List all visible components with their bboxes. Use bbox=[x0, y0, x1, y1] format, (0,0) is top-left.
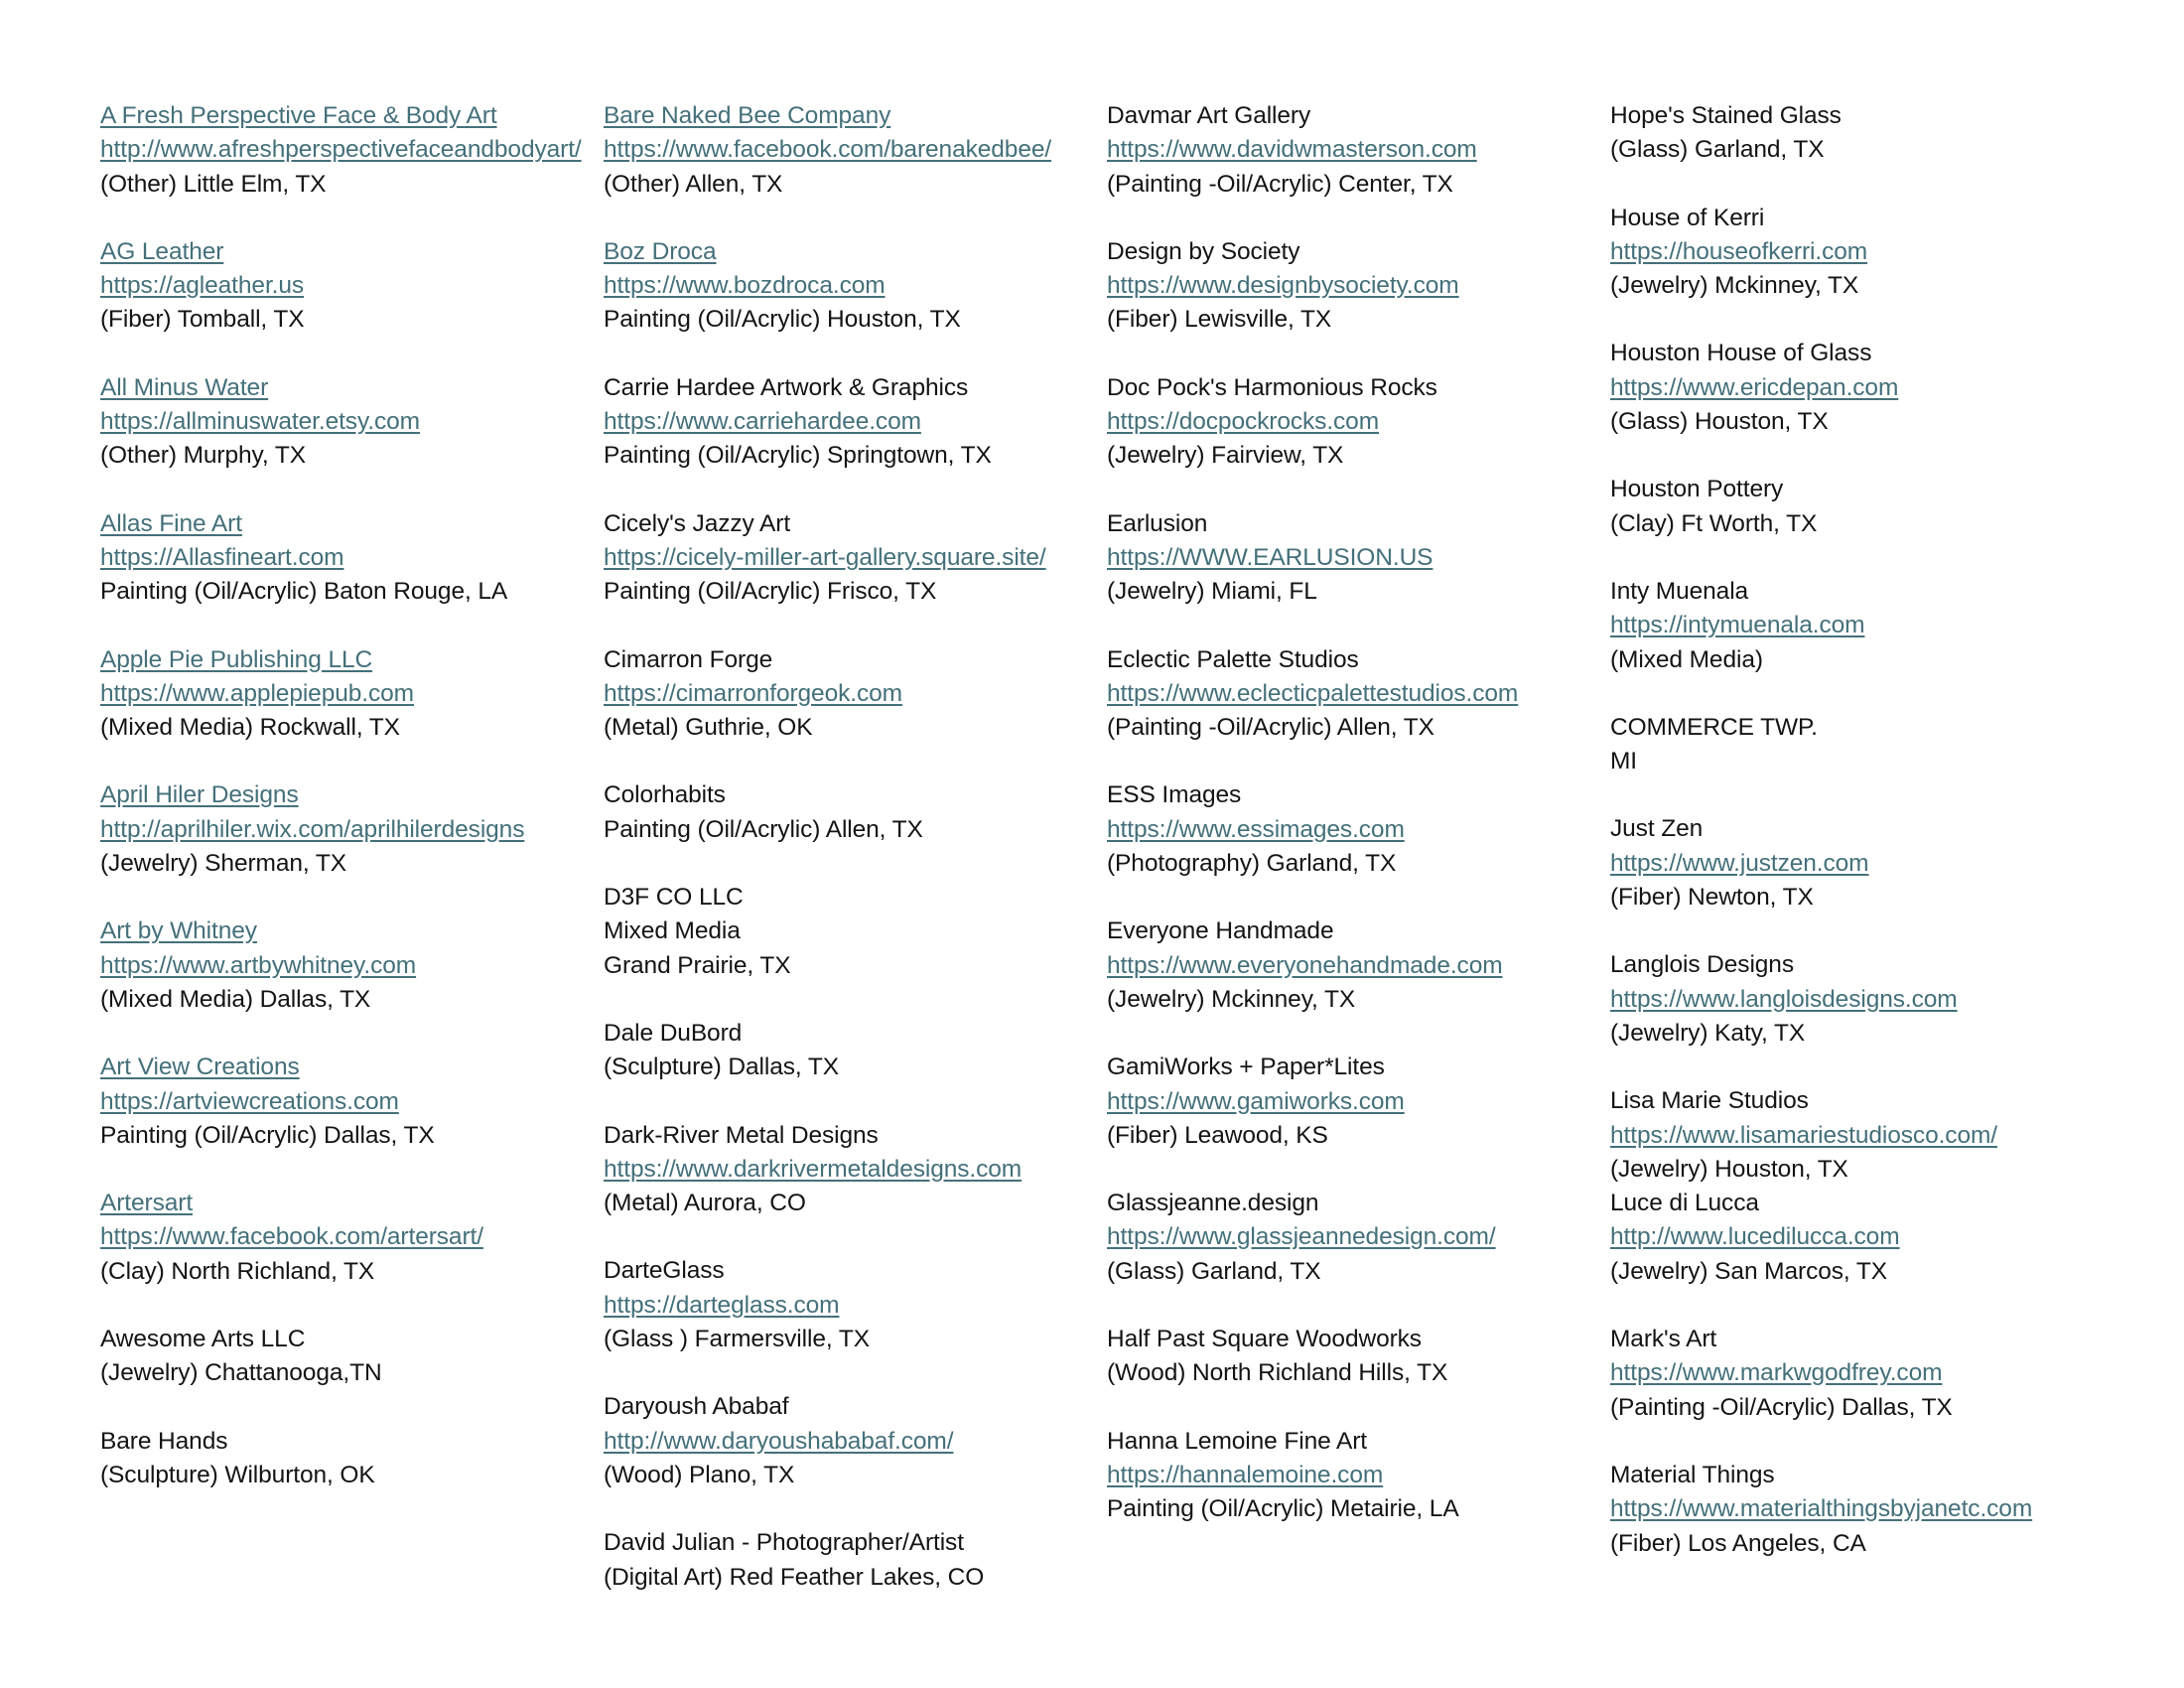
vendor-details: (Fiber) Lewisville, TX bbox=[1107, 306, 1332, 334]
vendor-entry bbox=[100, 1323, 597, 1391]
vendor-name-link[interactable]: Art by Whitney bbox=[100, 917, 257, 945]
vendor-entry bbox=[1107, 778, 1603, 881]
vendor-name: Colorhabits bbox=[604, 781, 726, 809]
vendor-website-link[interactable]: https://Allasfineart.com bbox=[100, 543, 344, 571]
vendor-website-link[interactable]: https://agleather.us bbox=[100, 272, 305, 300]
vendor-details: (Painting -Oil/Acrylic) Dallas, TX bbox=[1610, 1393, 1953, 1421]
vendor-entry bbox=[100, 643, 597, 746]
vendor-details: Painting (Oil/Acrylic) Houston, TX bbox=[604, 306, 961, 334]
vendor-website-link[interactable]: https://hannalemoine.com bbox=[1107, 1461, 1384, 1488]
vendor-details: Painting (Oil/Acrylic) Baton Rouge, LA bbox=[100, 578, 508, 606]
vendor-entry bbox=[1107, 914, 1603, 1017]
vendor-details: Painting (Oil/Acrylic) Frisco, TX bbox=[604, 578, 937, 606]
vendor-entry bbox=[100, 914, 597, 1017]
vendor-details: (Photography) Garland, TX bbox=[1107, 850, 1397, 878]
vendor-name: DarteGlass bbox=[604, 1257, 725, 1285]
vendor-details: (Jewelry) Miami, FL bbox=[1107, 578, 1317, 606]
vendor-details: (Mixed Media) Dallas, TX bbox=[100, 985, 371, 1013]
vendor-name: Mark's Art bbox=[1610, 1326, 1717, 1353]
vendor-details: Painting (Oil/Acrylic) Metairie, LA bbox=[1107, 1495, 1459, 1523]
vendor-entry bbox=[604, 881, 1100, 983]
vendor-entry bbox=[1610, 473, 2107, 541]
vendor-entry bbox=[604, 99, 1100, 202]
vendor-name: Carrie Hardee Artwork & Graphics bbox=[604, 373, 969, 401]
vendor-website-link[interactable]: https://www.facebook.com/artersart/ bbox=[100, 1223, 483, 1251]
vendor-details: MI bbox=[1610, 748, 1638, 775]
vendor-location: Grand Prairie, TX bbox=[604, 951, 791, 979]
vendor-name-link[interactable]: All Minus Water bbox=[100, 373, 269, 401]
vendor-name: Everyone Handmade bbox=[1107, 917, 1334, 945]
vendor-website-link[interactable]: https://www.davidwmasterson.com bbox=[1107, 136, 1477, 164]
vendor-details: (Fiber) Leawood, KS bbox=[1107, 1121, 1328, 1149]
vendor-name-link[interactable]: A Fresh Perspective Face & Body Art bbox=[100, 102, 497, 129]
vendor-website-link[interactable]: http://www.daryoushababaf.com/ bbox=[604, 1427, 954, 1455]
vendor-entry bbox=[1610, 1459, 2107, 1561]
vendor-name: Luce di Lucca bbox=[1610, 1190, 1759, 1217]
vendor-entry bbox=[1107, 1425, 1603, 1527]
vendor-website-link[interactable]: http://www.afreshperspectivefaceandbodyart/ bbox=[100, 136, 582, 164]
vendor-entry bbox=[1610, 337, 2107, 439]
vendor-details: (Digital Art) Red Feather Lakes, CO bbox=[604, 1563, 985, 1591]
vendor-entry bbox=[1107, 1187, 1603, 1289]
vendor-entry bbox=[100, 778, 597, 881]
vendor-entry bbox=[100, 507, 597, 610]
vendor-entry bbox=[100, 99, 597, 202]
vendor-entry bbox=[604, 1119, 1100, 1221]
vendor-entry bbox=[1610, 812, 2107, 914]
vendor-name-link[interactable]: Allas Fine Art bbox=[100, 509, 242, 537]
vendor-name-link[interactable]: AG Leather bbox=[100, 237, 224, 265]
vendor-details: (Other) Murphy, TX bbox=[100, 442, 306, 470]
vendor-details: (Wood) Plano, TX bbox=[604, 1461, 795, 1488]
vendor-name: Cimarron Forge bbox=[604, 645, 773, 673]
vendor-entry bbox=[604, 1254, 1100, 1356]
vendor-entry bbox=[1610, 948, 2107, 1051]
vendor-name: Langlois Designs bbox=[1610, 951, 1794, 979]
vendor-name: D3F CO LLC bbox=[604, 884, 744, 912]
directory-column-1 bbox=[100, 99, 597, 1526]
vendor-website-link[interactable]: http://aprilhiler.wix.com/aprilhilerdesigns bbox=[100, 815, 525, 843]
vendor-details: (Painting -Oil/Acrylic) Allen, TX bbox=[1107, 714, 1434, 742]
vendor-website-link[interactable]: https://cimarronforgeok.com bbox=[604, 679, 902, 707]
vendor-details: (Jewelry) Chattanooga,TN bbox=[100, 1359, 382, 1387]
vendor-name: Awesome Arts LLC bbox=[100, 1326, 306, 1353]
vendor-website-link[interactable]: https://docpockrocks.com bbox=[1107, 408, 1380, 436]
vendor-name: COMMERCE TWP. bbox=[1610, 713, 1818, 741]
vendor-details: (Sculpture) Dallas, TX bbox=[604, 1054, 839, 1081]
vendor-details: (Fiber) Los Angeles, CA bbox=[1610, 1529, 1866, 1557]
vendor-website-link[interactable]: https://www.everyonehandmade.com bbox=[1107, 951, 1503, 979]
vendor-details: (Other) Allen, TX bbox=[604, 170, 783, 198]
vendor-website-link[interactable]: https://www.essimages.com bbox=[1107, 815, 1405, 843]
vendor-website-link[interactable]: https://houseofkerri.com bbox=[1610, 237, 1868, 265]
vendor-name: ESS Images bbox=[1107, 781, 1242, 809]
vendor-details: Painting (Oil/Acrylic) Dallas, TX bbox=[100, 1121, 435, 1149]
vendor-details: (Metal) Guthrie, OK bbox=[604, 714, 813, 742]
vendor-name: Houston Pottery bbox=[1610, 476, 1784, 503]
vendor-website-link[interactable]: https://www.ericdepan.com bbox=[1610, 373, 1899, 401]
vendor-details: (Fiber) Newton, TX bbox=[1610, 884, 1814, 912]
vendor-name-link[interactable]: Art View Creations bbox=[100, 1054, 300, 1081]
vendor-name: Lisa Marie Studios bbox=[1610, 1087, 1809, 1115]
vendor-name: GamiWorks + Paper*Lites bbox=[1107, 1054, 1385, 1081]
vendor-name: Dark-River Metal Designs bbox=[604, 1121, 879, 1149]
vendor-website-link[interactable]: https://www.artbywhitney.com bbox=[100, 951, 417, 979]
vendor-name: Design by Society bbox=[1107, 237, 1300, 265]
vendor-details: (Glass) Garland, TX bbox=[1610, 136, 1825, 164]
vendor-name: Eclectic Palette Studios bbox=[1107, 645, 1359, 673]
vendor-name: Cicely's Jazzy Art bbox=[604, 509, 791, 537]
vendor-entry bbox=[1107, 371, 1603, 474]
vendor-details: (Jewelry) Mckinney, TX bbox=[1107, 985, 1356, 1013]
vendor-details: (Jewelry) Mckinney, TX bbox=[1610, 272, 1859, 300]
vendor-name: Material Things bbox=[1610, 1461, 1775, 1488]
vendor-website-link[interactable]: https://www.eclecticpalettestudios.com bbox=[1107, 679, 1519, 707]
vendor-name: House of Kerri bbox=[1610, 204, 1765, 231]
vendor-website-link[interactable]: https://artviewcreations.com bbox=[100, 1087, 399, 1115]
vendor-name: Daryoush Ababaf bbox=[604, 1393, 789, 1421]
vendor-name: Inty Muenala bbox=[1610, 577, 1749, 605]
vendor-website-link[interactable]: https://www.designbysociety.com bbox=[1107, 272, 1459, 300]
vendor-entry bbox=[100, 235, 597, 338]
vendor-details: (Glass) Garland, TX bbox=[1107, 1257, 1321, 1285]
vendor-name: David Julian - Photographer/Artist bbox=[604, 1529, 964, 1557]
vendor-details: (Glass ) Farmersville, TX bbox=[604, 1326, 870, 1353]
vendor-name: Just Zen bbox=[1610, 815, 1704, 843]
vendor-details: (Wood) North Richland Hills, TX bbox=[1107, 1359, 1448, 1387]
vendor-name: Dale DuBord bbox=[604, 1019, 743, 1047]
vendor-website-link[interactable]: https://www.justzen.com bbox=[1610, 849, 1869, 877]
vendor-website-link[interactable]: https://www.facebook.com/barenakedbee/ bbox=[604, 136, 1052, 164]
vendor-name: Hope's Stained Glass bbox=[1610, 102, 1842, 129]
vendor-details: (Jewelry) Houston, TX bbox=[1610, 1155, 1848, 1183]
vendor-details: (Painting -Oil/Acrylic) Center, TX bbox=[1107, 170, 1453, 198]
vendor-website-link[interactable]: https://www.langloisdesigns.com bbox=[1610, 985, 1958, 1013]
vendor-details: (Other) Little Elm, TX bbox=[100, 170, 327, 198]
vendor-entry bbox=[604, 1390, 1100, 1492]
vendor-details: (Sculpture) Wilburton, OK bbox=[100, 1461, 375, 1488]
vendor-entry bbox=[604, 507, 1100, 610]
vendor-entry bbox=[1610, 711, 2107, 779]
vendor-details: (Clay) North Richland, TX bbox=[100, 1257, 375, 1285]
vendor-website-link[interactable]: https://www.lisamariestudiosco.com/ bbox=[1610, 1121, 1997, 1149]
vendor-details: (Mixed Media) bbox=[1610, 645, 1763, 673]
vendor-name-link[interactable]: Artersart bbox=[100, 1190, 194, 1217]
vendor-website-link[interactable]: https://WWW.EARLUSION.US bbox=[1107, 543, 1433, 571]
vendor-website-link[interactable]: https://www.carriehardee.com bbox=[604, 408, 921, 436]
vendor-name: Houston House of Glass bbox=[1610, 340, 1872, 367]
vendor-details: (Fiber) Tomball, TX bbox=[100, 306, 305, 334]
directory-column-3 bbox=[1107, 99, 1603, 1561]
vendor-entry bbox=[1107, 507, 1603, 610]
vendor-website-link[interactable]: https://www.bozdroca.com bbox=[604, 272, 886, 300]
vendor-name: Glassjeanne.design bbox=[1107, 1190, 1319, 1217]
vendor-name: Davmar Art Gallery bbox=[1107, 102, 1311, 129]
vendor-name: Bare Hands bbox=[100, 1427, 228, 1455]
vendor-details: (Clay) Ft Worth, TX bbox=[1610, 509, 1818, 537]
vendor-details: (Jewelry) San Marcos, TX bbox=[1610, 1257, 1887, 1285]
vendor-entry bbox=[1107, 235, 1603, 338]
vendor-entry bbox=[1610, 1084, 2107, 1187]
vendor-details: (Mixed Media) Rockwall, TX bbox=[100, 714, 400, 742]
vendor-entry bbox=[100, 1187, 597, 1289]
vendor-website-link[interactable]: https://www.markwgodfrey.com bbox=[1610, 1359, 1943, 1387]
vendor-entry bbox=[604, 371, 1100, 474]
vendor-name: Earlusion bbox=[1107, 509, 1208, 537]
vendor-entry bbox=[100, 371, 597, 474]
vendor-details: Painting (Oil/Acrylic) Allen, TX bbox=[604, 815, 923, 843]
vendor-entry bbox=[100, 1425, 597, 1493]
vendor-website-link[interactable]: https://www.darkrivermetaldesigns.com bbox=[604, 1155, 1023, 1183]
vendor-details: Mixed Media bbox=[604, 917, 741, 945]
vendor-website-link[interactable]: https://www.glassjeannedesign.com/ bbox=[1107, 1223, 1496, 1251]
vendor-entry bbox=[100, 1051, 597, 1153]
vendor-website-link[interactable]: https://www.gamiworks.com bbox=[1107, 1087, 1405, 1115]
vendor-website-link[interactable]: https://darteglass.com bbox=[604, 1291, 840, 1319]
directory-column-2 bbox=[604, 99, 1100, 1628]
vendor-entry bbox=[1107, 1051, 1603, 1153]
vendor-name-link[interactable]: April Hiler Designs bbox=[100, 781, 299, 809]
vendor-entry bbox=[604, 778, 1100, 847]
vendor-entry bbox=[604, 643, 1100, 746]
vendor-details: Painting (Oil/Acrylic) Springtown, TX bbox=[604, 442, 992, 470]
vendor-entry bbox=[604, 1526, 1100, 1595]
vendor-name-link[interactable]: Bare Naked Bee Company bbox=[604, 102, 891, 129]
vendor-entry bbox=[1107, 1323, 1603, 1391]
vendor-details: (Metal) Aurora, CO bbox=[604, 1190, 806, 1217]
vendor-entry bbox=[1107, 643, 1603, 746]
vendor-name: Hanna Lemoine Fine Art bbox=[1107, 1427, 1368, 1455]
vendor-details: (Jewelry) Sherman, TX bbox=[100, 850, 346, 878]
vendor-website-link[interactable]: https://www.applepiepub.com bbox=[100, 679, 414, 707]
vendor-details: (Jewelry) Fairview, TX bbox=[1107, 442, 1344, 470]
vendor-entry bbox=[1610, 99, 2107, 168]
vendor-website-link[interactable]: https://cicely-miller-art-gallery.square.site/ bbox=[604, 543, 1046, 571]
vendor-website-link[interactable]: http://www.lucedilucca.com bbox=[1610, 1223, 1900, 1251]
vendor-entry bbox=[1610, 1187, 2107, 1289]
vendor-name-link[interactable]: Boz Droca bbox=[604, 237, 717, 265]
vendor-entry bbox=[1610, 1323, 2107, 1425]
vendor-entry bbox=[1610, 202, 2107, 304]
vendor-entry bbox=[604, 1017, 1100, 1085]
vendor-entry bbox=[1610, 575, 2107, 677]
vendor-website-link[interactable]: https://www.materialthingsbyjanetc.com bbox=[1610, 1495, 2033, 1523]
vendor-details: (Jewelry) Katy, TX bbox=[1610, 1019, 1806, 1047]
vendor-website-link[interactable]: https://intymuenala.com bbox=[1610, 612, 1865, 639]
vendor-website-link[interactable]: https://allminuswater.etsy.com bbox=[100, 408, 420, 436]
vendor-name: Doc Pock's Harmonious Rocks bbox=[1107, 373, 1437, 401]
vendor-details: (Glass) Houston, TX bbox=[1610, 408, 1829, 436]
vendor-entry bbox=[604, 235, 1100, 338]
vendor-entry bbox=[1107, 99, 1603, 202]
directory-column-4 bbox=[1610, 99, 2107, 1595]
vendor-name-link[interactable]: Apple Pie Publishing LLC bbox=[100, 645, 373, 673]
vendor-name: Half Past Square Woodworks bbox=[1107, 1326, 1422, 1353]
